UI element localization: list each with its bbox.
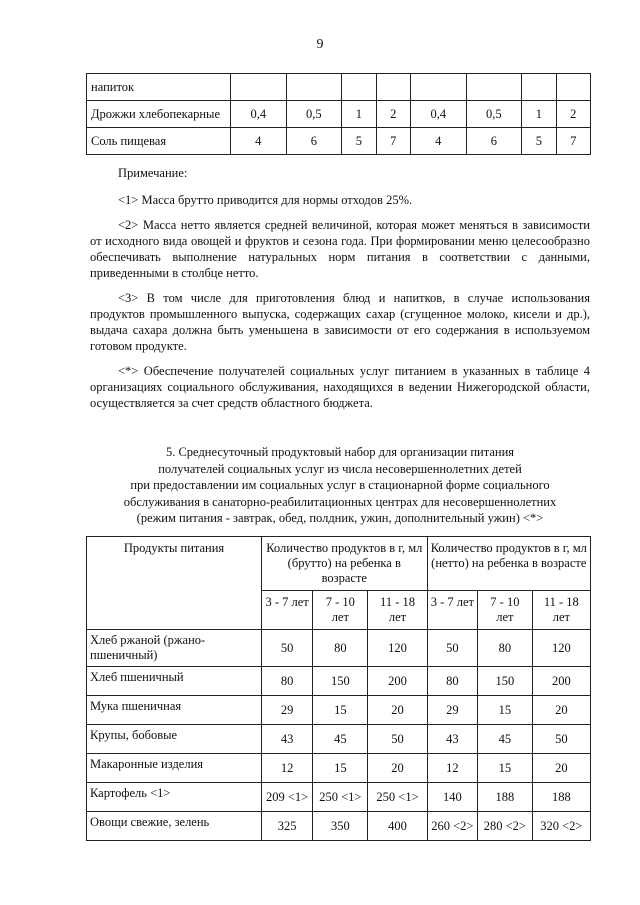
table-cell	[466, 74, 522, 101]
table-cell: 15	[478, 754, 533, 783]
row-label: напиток	[87, 74, 231, 101]
table-cell	[556, 74, 590, 101]
table-cell: 50	[532, 725, 590, 754]
table-continuation	[86, 73, 591, 155]
table-cell: 80	[313, 630, 368, 667]
table-cell: 12	[262, 754, 313, 783]
table-cell	[410, 74, 466, 101]
table-cell: 2	[556, 101, 590, 128]
table-cell: 250 <1>	[313, 783, 368, 812]
table-cell: 50	[368, 725, 427, 754]
table-row	[87, 630, 591, 667]
table-cell: 29	[427, 696, 478, 725]
product-name: Хлеб пшеничный	[87, 667, 262, 696]
table-cell: 320 <2>	[532, 812, 590, 841]
section-title-line: (режим питания - завтрак, обед, полдник, ужин, дополнительный ужин) <*>	[136, 511, 544, 525]
product-name: Мука пшеничная	[87, 696, 262, 725]
table-row	[87, 812, 591, 841]
section-title-line: получателей социальных услуг из числа несовершеннолетних детей	[158, 461, 522, 476]
note-2: <2> Масса нетто является средней величиной, которая может меняться в зависимости от исходного вида овощей и фруктов и сезона года. При формировании меню целесообразно обеспечивать выполнение натуральных норм питания в соответствии с данными, приведенными в столбце нетто.	[90, 218, 590, 280]
product-name: Крупы, бобовые	[87, 725, 262, 754]
header-age: 7 - 10 лет	[313, 591, 368, 630]
note-3: <3> В том числе для приготовления блюд и напитков, в случае использования продуктов промышленного выпуска, содержащих сахар (сгущенное молоко, кисели и др.), выдача сахара должна быть уменьшена в зависимости от его содержания в используемом готовом продукте.	[90, 291, 590, 353]
header-brutto: Количество продуктов в г, мл (брутто) на ребенка в возрасте	[262, 537, 428, 591]
header-netto: Количество продуктов в г, мл (нетто) на ребенка в возрасте	[427, 537, 590, 591]
table-cell: 50	[262, 630, 313, 667]
section-title-line: обслуживания в санаторно-реабилитационных центрах для несовершеннолетних	[123, 494, 557, 509]
table-cell: 50	[427, 630, 478, 667]
header-age: 11 - 18 лет	[368, 591, 427, 630]
section-title-line: 5. Среднесуточный продуктовый набор для организации питания	[165, 445, 515, 459]
table-cell: 45	[478, 725, 533, 754]
table-cell: 0,4	[410, 101, 466, 128]
table-cell: 200	[532, 667, 590, 696]
table-cell: 29	[262, 696, 313, 725]
section-title-line: при предоставлении им социальных услуг в стационарной форме социального	[130, 478, 550, 492]
notes	[90, 165, 590, 420]
table-cell	[342, 74, 376, 101]
header-age: 7 - 10 лет	[478, 591, 533, 630]
table-cell: 7	[376, 128, 410, 155]
table-cell: 188	[532, 783, 590, 812]
table-cell: 6	[466, 128, 522, 155]
table-cell: 120	[532, 630, 590, 667]
table-cell: 4	[410, 128, 466, 155]
table-cell: 5	[342, 128, 376, 155]
table-cell: 4	[231, 128, 287, 155]
table-cell: 200	[368, 667, 427, 696]
table-row	[87, 667, 591, 696]
table-cell: 12	[427, 754, 478, 783]
table-row	[87, 128, 591, 155]
page-number: 9	[316, 37, 324, 52]
table-cell: 80	[427, 667, 478, 696]
table-cell: 43	[427, 725, 478, 754]
table-cell	[376, 74, 410, 101]
table-cell: 1	[522, 101, 556, 128]
table-cell: 80	[478, 630, 533, 667]
header-age: 3 - 7 лет	[427, 591, 478, 630]
table-cell: 20	[532, 754, 590, 783]
table-cell	[231, 74, 287, 101]
table-cell: 20	[532, 696, 590, 725]
table-cell: 15	[478, 696, 533, 725]
product-set-table	[86, 536, 591, 841]
table-cell: 80	[262, 667, 313, 696]
table-cell: 120	[368, 630, 427, 667]
table-cell: 5	[522, 128, 556, 155]
table-cell: 7	[556, 128, 590, 155]
product-name: Овощи свежие, зелень	[87, 812, 262, 841]
table-row	[87, 754, 591, 783]
header-products: Продукты питания	[87, 537, 262, 630]
table-cell: 0,5	[466, 101, 522, 128]
table-cell: 0,4	[231, 101, 287, 128]
note-star: <*> Обеспечение получателей социальных услуг питанием в указанных в таблице 4 организациях социального обслуживания, находящихся в ведении Нижегородской области, осуществляется за счет средств областного бюджета.	[90, 364, 590, 410]
header-age: 11 - 18 лет	[532, 591, 590, 630]
table-cell: 15	[313, 696, 368, 725]
table-header-row	[87, 537, 591, 591]
table-row	[87, 725, 591, 754]
table-cell: 150	[478, 667, 533, 696]
header-age: 3 - 7 лет	[262, 591, 313, 630]
table-cell: 209 <1>	[262, 783, 313, 812]
table-cell: 325	[262, 812, 313, 841]
table-row	[87, 783, 591, 812]
table-cell: 0,5	[286, 101, 342, 128]
note-1: <1> Масса брутто приводится для нормы отходов 25%.	[118, 193, 413, 207]
table-cell: 280 <2>	[478, 812, 533, 841]
table-cell: 250 <1>	[368, 783, 427, 812]
row-label: Соль пищевая	[87, 128, 231, 155]
table-row	[87, 74, 591, 101]
table-cell	[286, 74, 342, 101]
product-name: Картофель <1>	[87, 783, 262, 812]
product-name: Хлеб ржаной (ржано-пшеничный)	[87, 630, 262, 667]
table-row	[87, 696, 591, 725]
table-cell: 43	[262, 725, 313, 754]
table-cell: 6	[286, 128, 342, 155]
table-cell: 45	[313, 725, 368, 754]
table-cell	[522, 74, 556, 101]
table-cell: 260 <2>	[427, 812, 478, 841]
table-cell: 20	[368, 696, 427, 725]
table-cell: 15	[313, 754, 368, 783]
table-row	[87, 101, 591, 128]
table-cell: 188	[478, 783, 533, 812]
table-cell: 150	[313, 667, 368, 696]
row-label: Дрожжи хлебопекарные	[87, 101, 231, 128]
section-title	[90, 444, 590, 527]
product-name: Макаронные изделия	[87, 754, 262, 783]
table-cell: 20	[368, 754, 427, 783]
table-cell: 2	[376, 101, 410, 128]
table-cell: 400	[368, 812, 427, 841]
table-cell: 1	[342, 101, 376, 128]
table-cell: 350	[313, 812, 368, 841]
table-cell: 140	[427, 783, 478, 812]
notes-heading: Примечание:	[118, 166, 188, 180]
